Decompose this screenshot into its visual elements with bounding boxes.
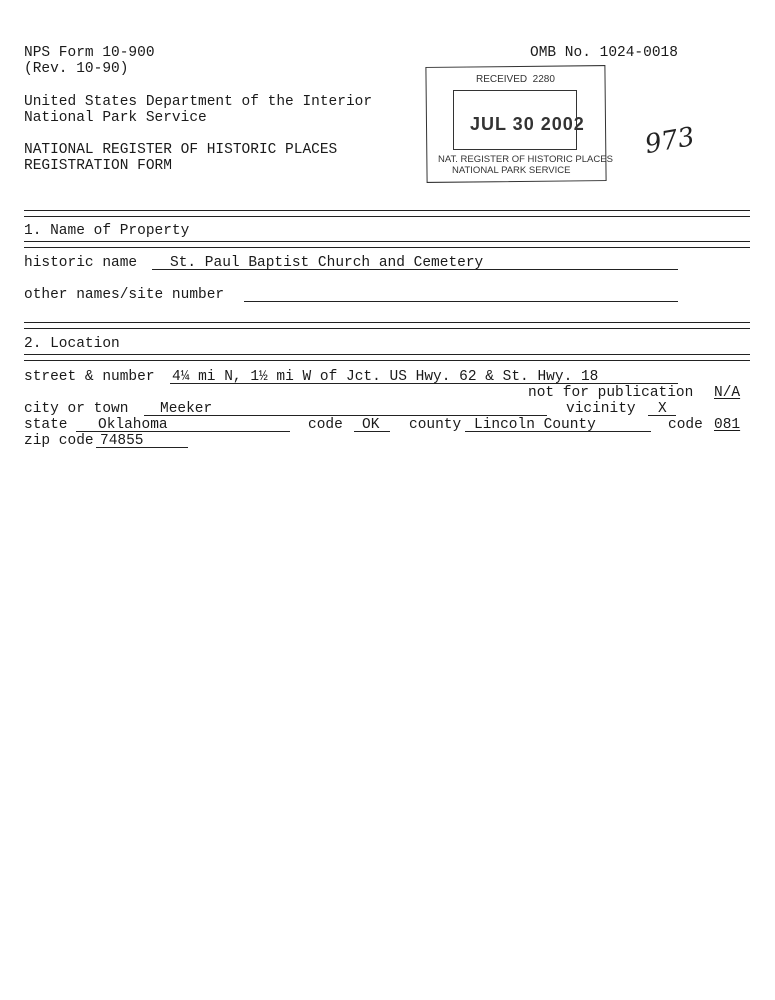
stamp-register-line: NAT. REGISTER OF HISTORIC PLACES [438,154,613,165]
section1-heading: 1. Name of Property [24,223,190,239]
form-revision: (Rev. 10-90) [24,61,129,77]
service-name: National Park Service [24,110,207,126]
county-label: county [409,417,462,433]
omb-number: OMB No. 1024-0018 [530,45,678,61]
department-name: United States Department of the Interior [24,94,373,110]
other-names-label: other names/site number [24,287,225,303]
not-for-publication-value: N/A [714,385,741,401]
vicinity-value: X [658,401,667,417]
other-names-line [244,301,678,302]
handwritten-reference-number: 973 [642,121,697,161]
section-divider [24,354,750,361]
stamp-received-label: RECEIVED 2280 [476,74,555,85]
form-subtitle: REGISTRATION FORM [24,158,172,174]
vicinity-label: vicinity [566,401,636,417]
county-code-label: code [668,417,703,433]
section2-heading: 2. Location [24,336,120,352]
stamp-service-line: NATIONAL PARK SERVICE [452,165,571,176]
street-label: street & number [24,369,155,385]
form-number: NPS Form 10-900 [24,45,155,61]
county-code-value: 081 [714,417,741,433]
section-divider [24,210,750,217]
city-value: Meeker [160,401,213,417]
state-label: state [24,417,68,433]
state-code-label: code [308,417,343,433]
received-stamp [426,66,613,182]
stamp-date: JUL 30 2002 [470,114,585,134]
street-value: 4¼ mi N, 1½ mi W of Jct. US Hwy. 62 & St. Hwy. 18 [172,369,599,385]
county-value: Lincoln County [474,417,596,433]
section-divider [24,241,750,248]
form-title: NATIONAL REGISTER OF HISTORIC PLACES [24,142,338,158]
state-value: Oklahoma [98,417,168,433]
zip-value: 74855 [100,433,144,449]
city-label: city or town [24,401,129,417]
section-divider [24,322,750,329]
state-code-value: OK [362,417,380,433]
not-for-publication-label: not for publication [528,385,694,401]
historic-name-label: historic name [24,255,138,271]
zip-label: zip code [24,433,94,449]
historic-name-value: St. Paul Baptist Church and Cemetery [170,255,484,271]
